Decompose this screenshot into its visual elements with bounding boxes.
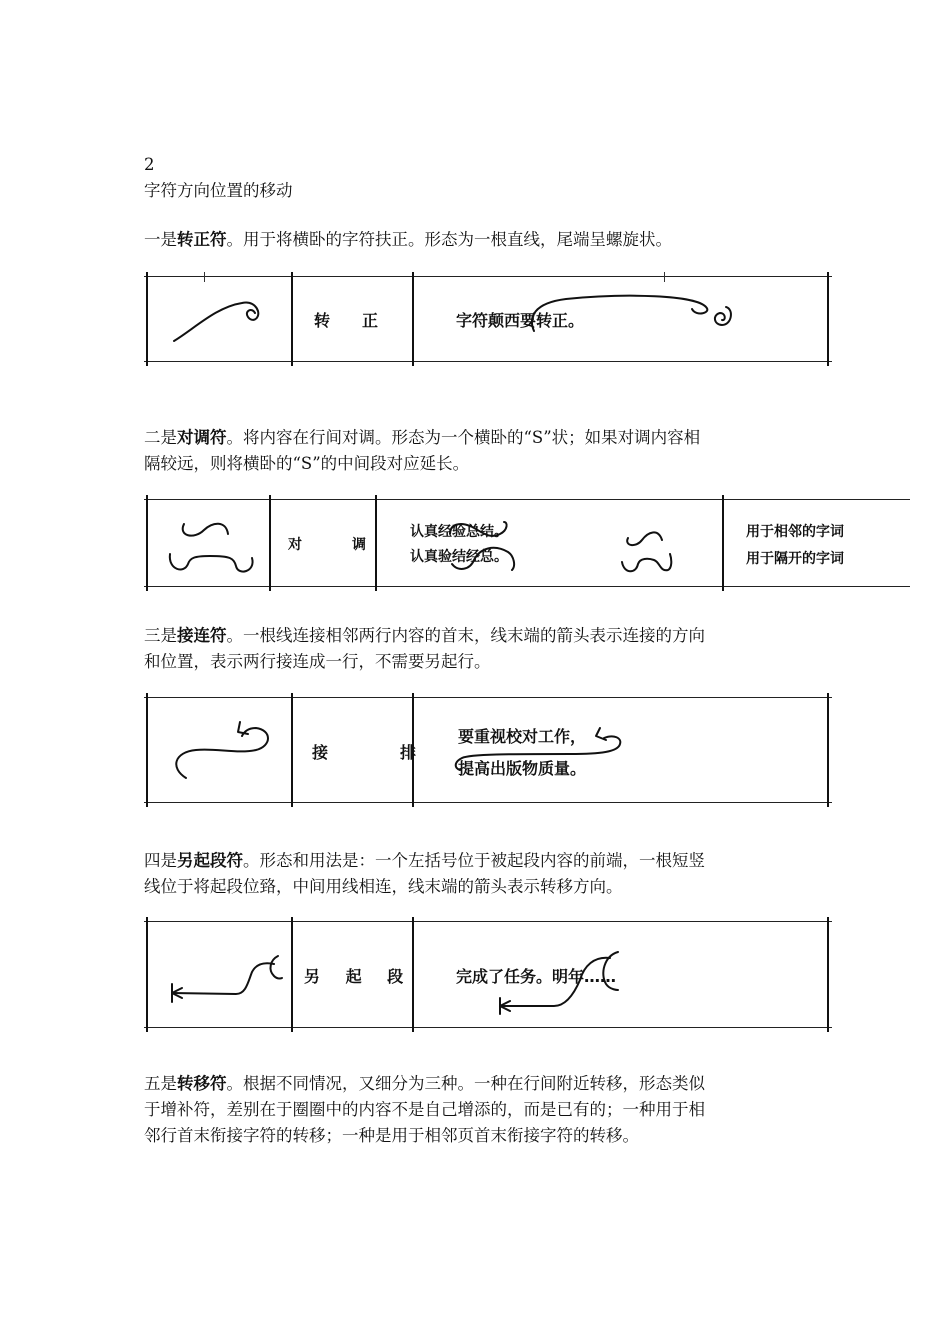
join-line-symbol-icon [168,712,278,782]
example-line-1: 认真经验总结。 [410,524,508,540]
paragraph-item-3 [144,623,705,649]
item-prefix: 四是 [144,851,177,870]
item-text-line: 。一根线连接相邻两行内容的首末，线末端的箭头表示连接的方向 [226,626,705,645]
symbol-name-cell: 对 调 [288,537,384,553]
example-line-1: 要重视校对工作， [458,727,587,746]
item-prefix: 三是 [144,626,177,645]
symbol-name-cell: 转 正 [314,311,387,330]
item-prefix: 一是 [144,230,177,249]
item-text-line: 。将内容在行间对调。形态为一个横卧的“S”状；如果对调内容相 [226,428,701,447]
item-term: 转正符 [177,230,227,249]
example-line-2: 认真验结经总。 [410,549,508,565]
example-correction-mark-icon [526,287,746,337]
paragraph-item-1 [144,227,672,253]
paragraph-item-5 [144,1071,705,1097]
page-number: 2 [144,155,155,174]
item-term: 转移符 [177,1074,227,1093]
adjacent-swap-symbol-icon [614,514,674,574]
item-prefix: 五是 [144,1074,177,1093]
item-prefix: 二是 [144,428,177,447]
new-paragraph-symbol-icon [164,952,284,1012]
paragraph-item-4 [144,848,705,874]
item-text-line: 。根据不同情况，又细分为三种。一种在行间附近转移，形态类似 [226,1074,705,1093]
swap-symbol-icon [160,510,260,580]
item-term: 对调符 [177,428,227,447]
paragraph-item-4-line-2: 线位于将起段位臵，中间用线相连，线末端的箭头表示转移方向。 [144,877,623,896]
example-new-paragraph-mark-icon [494,944,624,1022]
example-text: 完成了任务。明年…… [456,967,617,986]
item-text-line: 。形态和用法是：一个左括号位于被起段内容的前端，一根短竖 [243,851,705,870]
symbol-table-2 [144,499,910,587]
item-term: 接连符 [177,626,227,645]
paragraph-item-5-line-3: 邻行首末衔接字符的转移；一种是用于相邻页首末衔接字符的转移。 [144,1126,639,1145]
symbol-name-cell: 另 起 段 [304,967,414,986]
turn-upright-symbol-icon [164,293,274,349]
paragraph-item-3-line-2: 和位置，表示两行接连成一行，不需要另起行。 [144,652,491,671]
example-line-2: 提高出版物质量。 [458,759,587,778]
paragraph-item-2-line-2: 隔较远，则将横卧的“S”的中间段对应延长。 [144,454,470,473]
usage-line-2: 用于隔开的字词 [746,551,844,567]
paragraph-item-2 [144,425,700,451]
symbol-table-4 [144,921,832,1028]
section-title: 字符方向位置的移动 [144,181,293,200]
paragraph-item-5-line-2: 于增补符，差别在于圈圈中的内容不是自己增添的，而是已有的；一种用于相 [144,1100,705,1119]
usage-line-1: 用于相邻的字词 [746,524,844,540]
example-swap-mark-icon [444,516,528,572]
item-term: 另起段符 [177,851,243,870]
symbol-name-cell: 接 排 [312,743,445,762]
symbol-table-1 [144,276,832,362]
example-text: 字符颠西要转正。 [456,311,585,330]
symbol-table-3 [144,697,832,803]
item-text-line: 。用于将横卧的字符扶正。形态为一根直线，尾端呈螺旋状。 [226,230,672,249]
example-join-mark-icon [450,724,640,778]
